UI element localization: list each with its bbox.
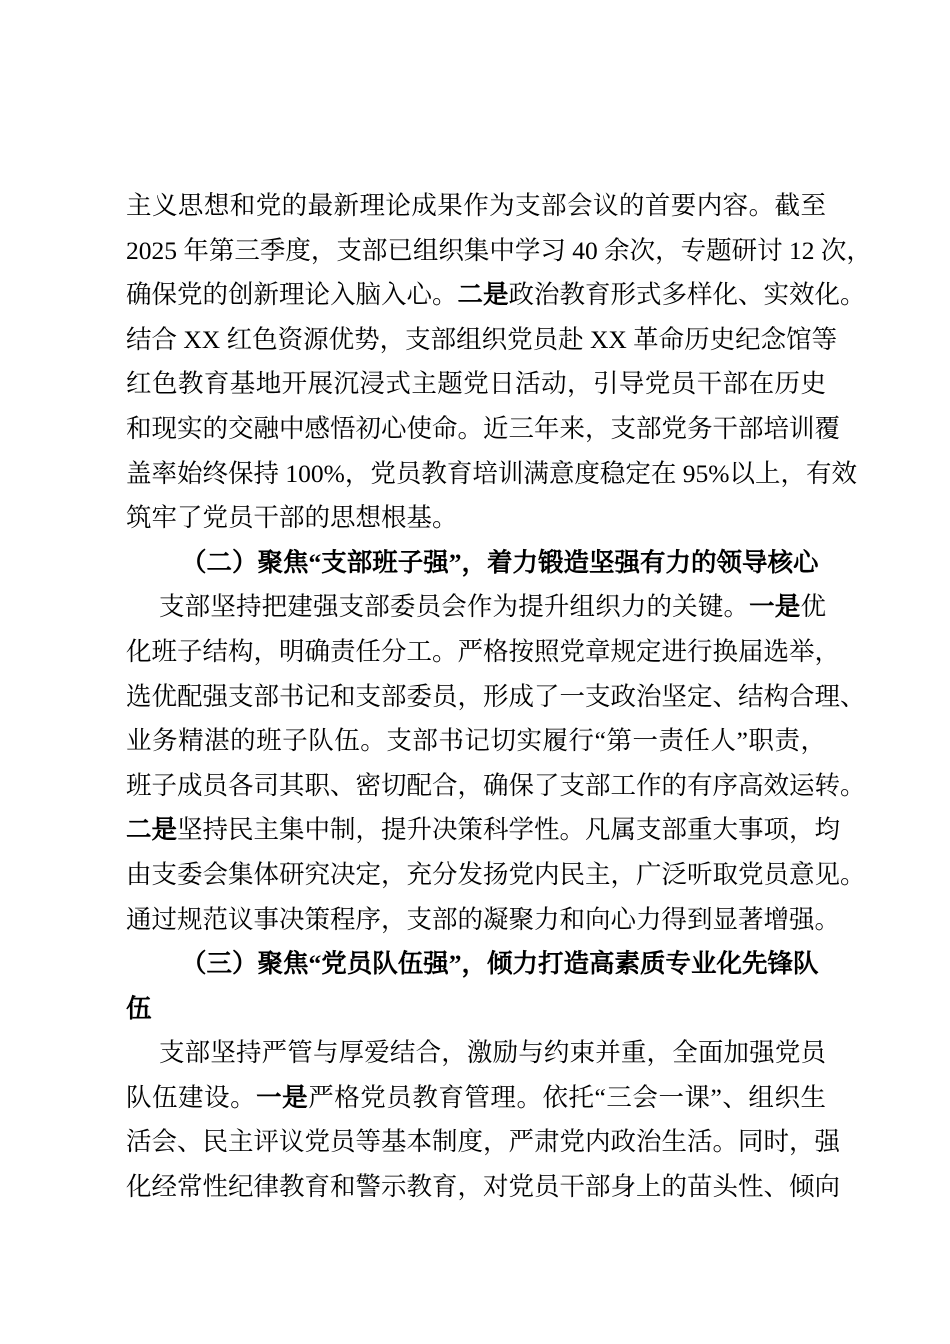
text-line — [126, 719, 826, 764]
text-segment: 化经常性纪律教育和警示教育，对党员干部身上的苗头性、倾向 — [126, 1172, 841, 1202]
text-segment: 选优配强支部书记和支部委员，形成了一支政治坚定、结构合理、 — [126, 681, 866, 711]
text-segment: 政治教育形式多样化、实效化。 — [508, 280, 866, 310]
text-segment: 队伍建设。 — [126, 1082, 257, 1112]
text-segment: 和现实的交融中感悟初心使命。近三年来，支部党务干部培训覆 — [126, 413, 841, 443]
text-line — [126, 407, 841, 452]
text-line — [126, 1031, 826, 1076]
text-line — [126, 630, 841, 675]
section-heading — [126, 942, 826, 1031]
text-line — [126, 1076, 826, 1121]
text-line — [126, 675, 866, 720]
text-line — [126, 452, 857, 497]
text-segment: 严格党员教育管理。依托“三会一课”、组织生 — [308, 1082, 826, 1112]
text-line — [126, 184, 826, 229]
text-line — [126, 1165, 841, 1210]
document-body — [126, 184, 872, 1210]
text-line — [126, 585, 826, 630]
text-segment: 通过规范议事决策程序，支部的凝聚力和向心力得到显著增强。 — [126, 904, 841, 934]
text-line — [126, 318, 838, 363]
paragraph — [126, 1031, 841, 1209]
text-line — [126, 942, 826, 987]
text-segment: 由支委会集体研究决定，充分发扬党内民主，广泛听取党员意见。 — [126, 859, 866, 889]
bold-emphasis: 一是 — [749, 592, 801, 622]
text-segment: 主义思想和党的最新理论成果作为支部会议的首要内容。截至 — [126, 191, 826, 220]
text-segment: 业务精湛的班子队伍。支部书记切实履行“第一责任人”职责， — [126, 726, 826, 756]
text-segment: 2025 年第三季度，支部已组织集中学习 40 余次，专题研讨 12 次， — [126, 235, 872, 265]
text-segment: 活会、民主评议党员等基本制度，严肃党内政治生活。同时，强 — [126, 1127, 841, 1157]
text-line — [126, 496, 826, 541]
text-segment: 结合 XX 红色资源优势，支部组织党员赴 XX 革命历史纪念馆等 — [126, 324, 838, 354]
paragraph — [126, 585, 866, 942]
text-line — [126, 362, 826, 407]
text-segment: 筑牢了党员干部的思想根基。 — [126, 503, 458, 533]
text-segment: （三）聚焦“党员队伍强”，倾力打造高素质专业化先锋队 — [181, 949, 819, 979]
text-segment: （二）聚焦“支部班子强”，着力锻造坚强有力的领导核心 — [181, 547, 819, 577]
text-line — [126, 898, 841, 943]
bold-emphasis: 一是 — [256, 1082, 309, 1112]
text-segment: 支部坚持严管与厚爱结合，激励与约束并重，全面加强党员 — [159, 1038, 826, 1068]
text-line — [126, 541, 826, 586]
text-line — [126, 853, 866, 898]
text-segment: 红色教育基地开展沉浸式主题党日活动，引导党员干部在历史 — [126, 369, 826, 399]
text-segment: 优 — [800, 592, 826, 622]
text-segment: 盖率始终保持 100%，党员教育培训满意度稳定在 95%以上，有效 — [126, 458, 857, 488]
text-line — [126, 273, 866, 318]
text-line — [126, 229, 872, 274]
section-heading — [126, 541, 826, 586]
text-segment: 伍 — [126, 993, 152, 1023]
text-line — [126, 1120, 841, 1165]
text-segment: 支部坚持把建强支部委员会作为提升组织力的关键。 — [159, 592, 750, 622]
text-segment: 班子成员各司其职、密切配合，确保了支部工作的有序高效运转。 — [126, 770, 866, 800]
bold-emphasis: 二是 — [126, 815, 178, 845]
text-segment: 确保党的创新理论入脑入心。 — [126, 280, 458, 310]
text-segment: 化班子结构，明确责任分工。严格按照党章规定进行换届选举， — [126, 636, 841, 666]
text-line — [126, 987, 826, 1032]
text-segment: 坚持民主集中制，提升决策科学性。凡属支部重大事项，均 — [177, 815, 841, 845]
paragraph — [126, 184, 872, 541]
text-line — [126, 808, 841, 853]
text-line — [126, 764, 866, 809]
bold-emphasis: 二是 — [457, 280, 509, 310]
